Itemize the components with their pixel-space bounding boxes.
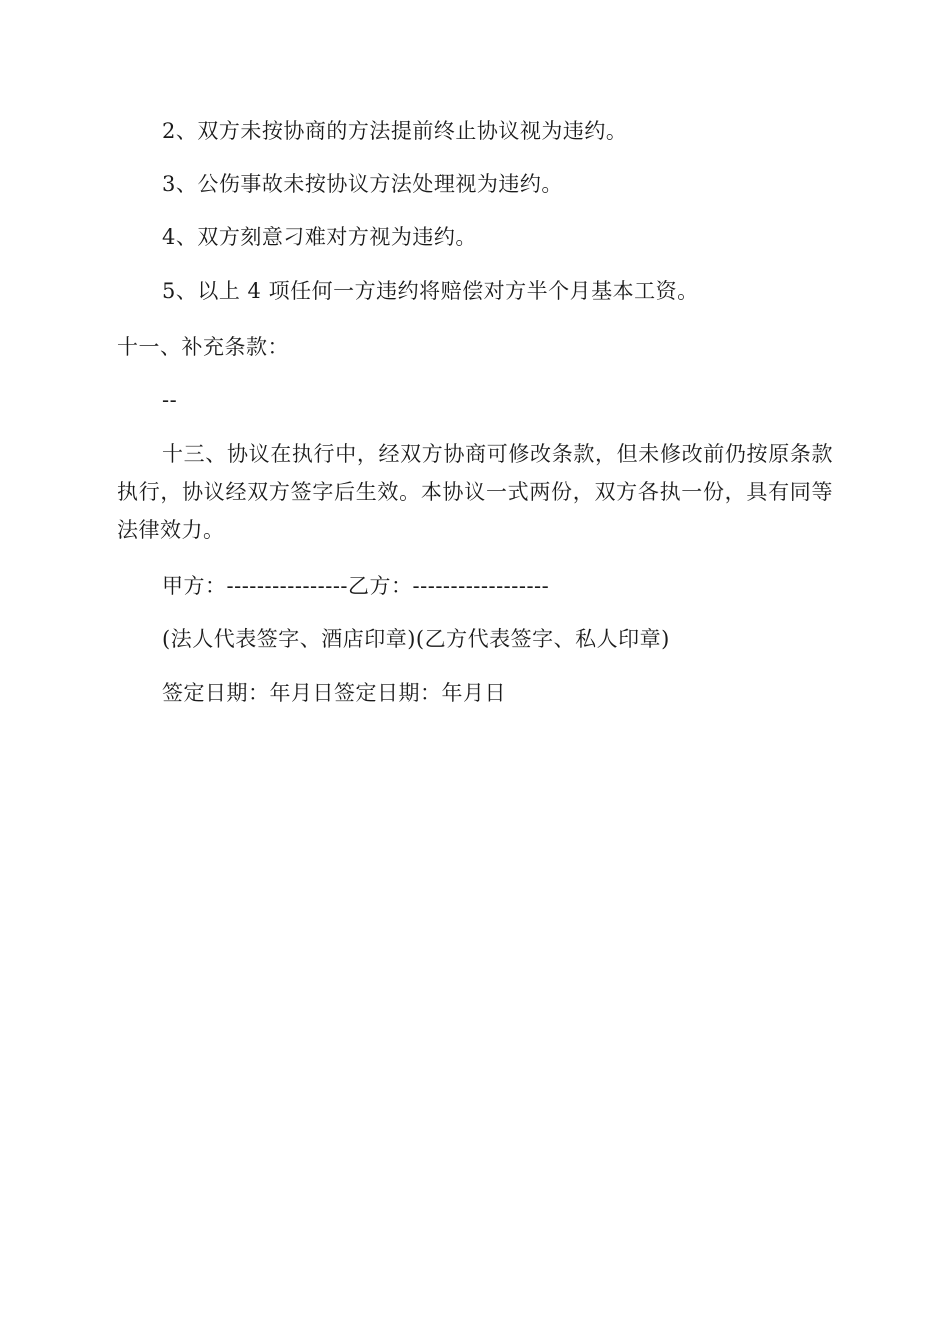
signing-dates: 签定日期：年月日签定日期：年月日 xyxy=(162,681,506,705)
placeholder-dashes: -- xyxy=(162,388,178,412)
section-paragraph-13: 十三、协议在执行中，经双方协商可修改条款，但未修改前仍按原条款执行，协议经双方签字后生效。本协议一式两份，双方各执一份，具有同等法律效力。 xyxy=(117,442,833,542)
section-heading-supplementary: 十一、补充条款： xyxy=(117,335,289,359)
clause-item-5: 5、以上 4 项任何一方违约将赔偿对方半个月基本工资。 xyxy=(162,279,699,303)
clause-item-2: 2、双方未按协商的方法提前终止协议视为违约。 xyxy=(162,119,628,143)
signature-notes: (法人代表签字、酒店印章)(乙方代表签字、私人印章) xyxy=(162,627,670,651)
party-signature-line: 甲方：----------------乙方：------------------ xyxy=(162,574,550,598)
clause-item-4: 4、双方刻意刁难对方视为违约。 xyxy=(162,225,477,249)
clause-item-3: 3、公伤事故未按协议方法处理视为违约。 xyxy=(162,172,563,196)
